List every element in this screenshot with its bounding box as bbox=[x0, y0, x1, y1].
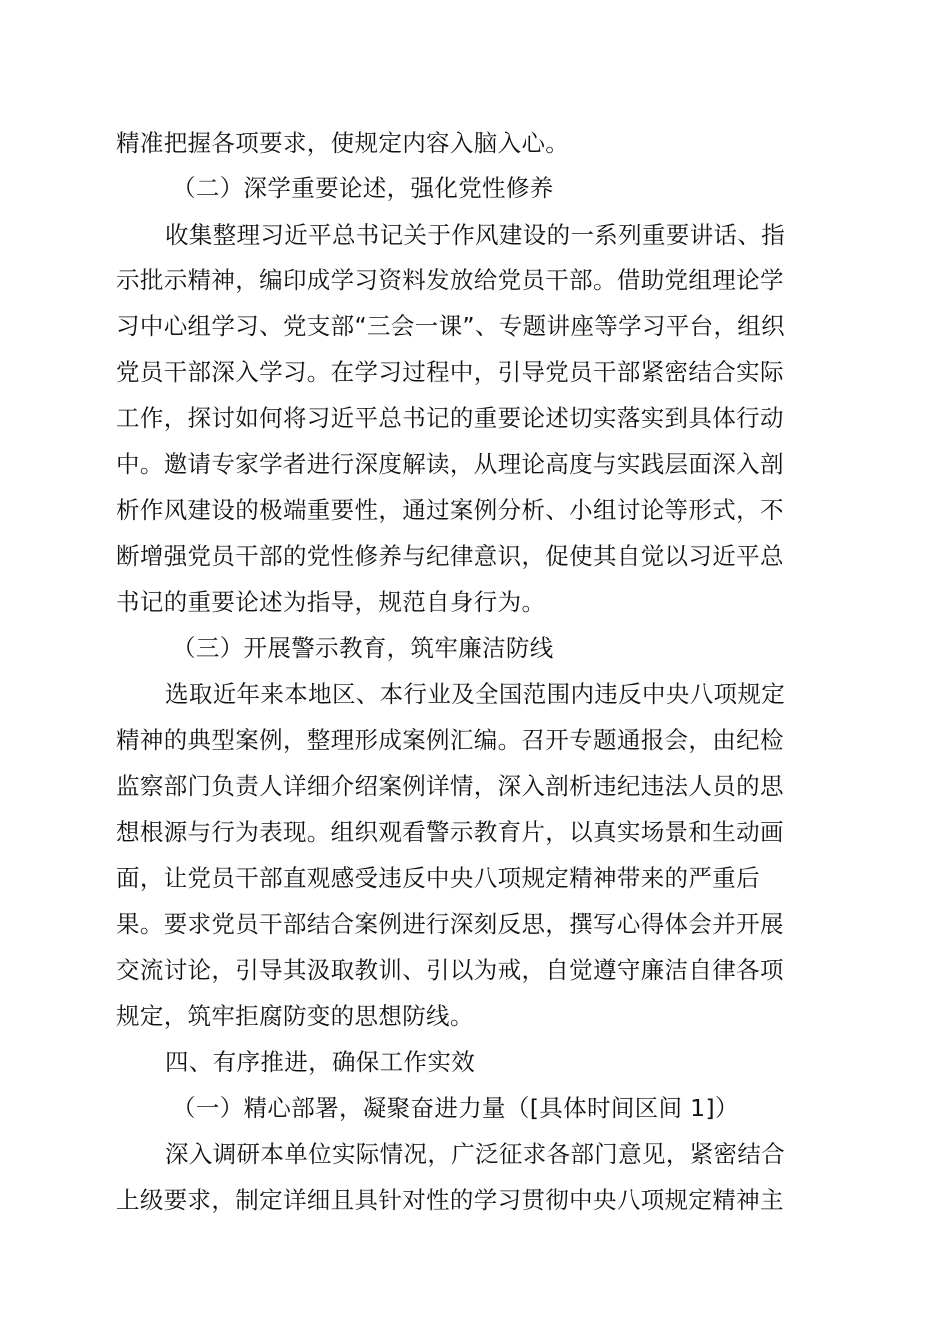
paragraph-line: 党员干部深入学习。在学习过程中，引导党员干部紧密结合实际 bbox=[116, 358, 784, 386]
paragraph-line: 断增强党员干部的党性修养与纪律意识，促使其自觉以习近平总 bbox=[116, 542, 784, 570]
section-heading: （一）精心部署，凝聚奋进力量（[具体时间区间 1]） bbox=[172, 1094, 739, 1122]
paragraph-line: 上级要求，制定详细且具针对性的学习贯彻中央八项规定精神主 bbox=[116, 1186, 784, 1214]
section-heading: （三）开展警示教育，筑牢廉洁防线 bbox=[172, 634, 554, 662]
paragraph-line: 选取近年来本地区、本行业及全国范围内违反中央八项规定 bbox=[165, 680, 786, 708]
paragraph-line: 果。要求党员干部结合案例进行深刻反思，撰写心得体会并开展 bbox=[116, 910, 784, 938]
paragraph-line: 想根源与行为表现。组织观看警示教育片，以真实场景和生动画 bbox=[116, 818, 784, 846]
paragraph-line: 规定，筑牢拒腐防变的思想防线。 bbox=[116, 1002, 474, 1030]
paragraph-line: 面，让党员干部直观感受违反中央八项规定精神带来的严重后 bbox=[116, 864, 760, 892]
section-heading: （二）深学重要论述，强化党性修养 bbox=[172, 174, 554, 202]
paragraph-line: 习中心组学习、党支部“三会一课”、专题讲座等学习平台，组织 bbox=[116, 312, 785, 340]
paragraph-line: 书记的重要论述为指导，规范自身行为。 bbox=[116, 588, 546, 616]
paragraph-line: 监察部门负责人详细介绍案例详情，深入剖析违纪违法人员的思 bbox=[116, 772, 784, 800]
paragraph-line: 深入调研本单位实际情况，广泛征求各部门意见，紧密结合 bbox=[165, 1140, 786, 1168]
paragraph-line: 精准把握各项要求，使规定内容入脑入心。 bbox=[116, 129, 570, 157]
paragraph-line: 收集整理习近平总书记关于作风建设的一系列重要讲话、指 bbox=[165, 221, 786, 249]
paragraph-line: 析作风建设的极端重要性，通过案例分析、小组讨论等形式，不 bbox=[116, 496, 784, 524]
paragraph-line: 交流讨论，引导其汲取教训、引以为戒，自觉遵守廉洁自律各项 bbox=[116, 956, 784, 984]
paragraph-line: 中。邀请专家学者进行深度解读，从理论高度与实践层面深入剖 bbox=[116, 450, 784, 478]
paragraph-line: 工作，探讨如何将习近平总书记的重要论述切实落实到具体行动 bbox=[116, 404, 784, 432]
paragraph-line: 精神的典型案例，整理形成案例汇编。召开专题通报会，由纪检 bbox=[116, 726, 784, 754]
chapter-heading: 四、有序推进，确保工作实效 bbox=[165, 1048, 476, 1076]
paragraph-line: 示批示精神，编印成学习资料发放给党员干部。借助党组理论学 bbox=[116, 266, 784, 294]
